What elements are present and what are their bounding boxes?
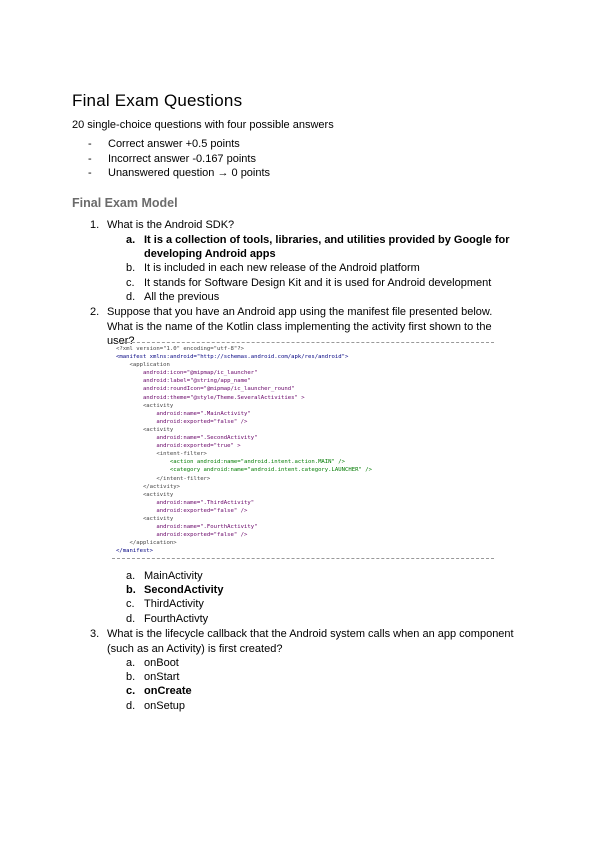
manifest-code: [112, 343, 494, 555]
question-3: [90, 627, 520, 656]
question-2-options: [126, 569, 526, 626]
code-line: <intent-filter>: [116, 451, 207, 458]
question-text: What is the lifecycle callback that the Android system calls when an app component (such as an Activity) is first created?: [107, 628, 514, 655]
answer-option-correct: c. onCreate: [126, 685, 192, 698]
page-title: Final Exam Questions: [72, 91, 243, 110]
answer-option: a. onBoot: [126, 657, 179, 669]
code-line: </intent-filter>: [116, 475, 211, 482]
code-line: android:name=".FourthActivity": [116, 524, 258, 531]
question-number: 3.: [90, 628, 100, 640]
answer-option-correct: b. SecondActivity: [126, 584, 224, 597]
code-line: <application: [116, 362, 170, 369]
question-1-options: [126, 233, 516, 304]
answer-option-correct: a. It is a collection of tools, libraries, and utilities provided by Google for developing Android apps: [126, 234, 510, 261]
manifest-code-block: [112, 342, 494, 559]
answer-option: b. onStart: [126, 671, 180, 684]
code-line: android:name=".MainActivity": [116, 410, 251, 417]
answer-option: c. ThirdActivity: [126, 598, 204, 611]
code-line: <category android:name="android.intent.category.LAUNCHER" />: [116, 467, 372, 474]
code-line: android:name=".ThirdActivity": [116, 499, 255, 506]
question-number: 2.: [90, 306, 100, 318]
code-line: android:name=".SecondActivity": [116, 435, 258, 442]
answer-option: d. FourthActivty: [126, 612, 209, 625]
answer-option: d. onSetup: [126, 699, 185, 712]
code-line: <manifest xmlns:android="http://schemas.android.com/apk/res/android">: [116, 354, 349, 361]
scoring-rules: [88, 137, 270, 181]
scoring-rule: - Unanswered question → 0 points: [88, 167, 271, 179]
code-line: android:exported="true" >: [116, 443, 241, 450]
code-line: android:icon="@mipmap/ic_launcher": [116, 370, 258, 377]
code-line: android:exported="false" />: [116, 507, 248, 514]
question-text: What is the Android SDK?: [107, 219, 235, 231]
code-line: <action android:name="android.intent.action.MAIN" />: [116, 459, 346, 466]
code-line: </manifest>: [116, 548, 154, 555]
code-line: android:label="@string/app_name": [116, 378, 251, 385]
section-heading: Final Exam Model: [72, 196, 178, 210]
code-line: android:roundIcon="@mipmap/ic_launcher_round": [116, 386, 295, 393]
answer-option: a. MainActivity: [126, 570, 203, 582]
code-line: android:theme="@style/Theme.SeveralActivities" >: [116, 394, 305, 401]
code-line: <?xml version="1.0" encoding="utf-8"?>: [116, 346, 244, 352]
code-line: <activity: [116, 491, 174, 498]
code-line: <activity: [116, 426, 174, 433]
code-line: android:exported="false" />: [116, 532, 248, 539]
exam-subtitle: 20 single-choice questions with four possible answers: [72, 119, 334, 131]
code-line: android:exported="false" />: [116, 418, 248, 425]
answer-option: d. All the previous: [126, 290, 220, 303]
question-text: Suppose that you have an Android app using the manifest file presented below. What is the name of the Kotlin class implementing the activity first shown to the user?: [107, 306, 493, 347]
code-line: </activity>: [116, 483, 180, 490]
scoring-rule: - Correct answer +0.5 points: [88, 138, 240, 150]
question-1: [90, 218, 530, 233]
question-3-options: [126, 656, 526, 713]
code-line: <activity: [116, 402, 174, 409]
answer-option: b. It is included in each new release of the Android platform: [126, 262, 420, 275]
code-line: <activity: [116, 515, 174, 522]
answer-option: c. It stands for Software Design Kit and it is used for Android development: [126, 276, 492, 289]
question-number: 1.: [90, 219, 100, 231]
scoring-rule: - Incorrect answer -0.167 points: [88, 152, 256, 165]
code-line: </application>: [116, 540, 177, 547]
